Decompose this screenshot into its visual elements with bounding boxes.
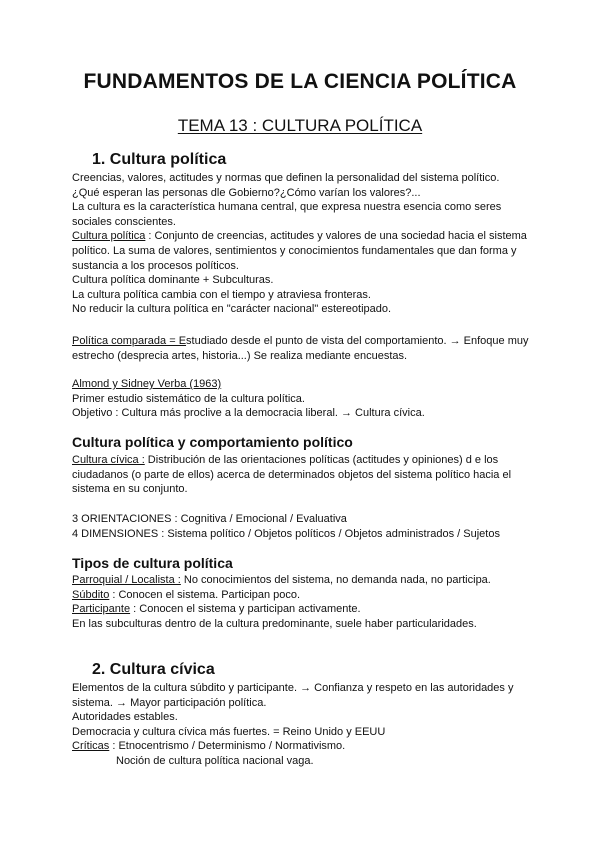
orientaciones-line: 3 ORIENTACIONES : Cognitiva / Emocional / Evaluativa (72, 513, 347, 525)
document-title: FUNDAMENTOS DE LA CIENCIA POLÍTICA (83, 70, 517, 93)
list-item (72, 588, 532, 603)
paragraph: Autoridades estables. (72, 711, 178, 724)
section-heading-tipos: Tipos de cultura política (72, 555, 233, 571)
paragraph: No reducir la cultura política en "carácter nacional" estereotipado. (72, 303, 392, 316)
definition-term: Parroquial / Localista : (72, 574, 181, 586)
politica-comparada-note (72, 334, 532, 363)
definition-text: : Conocen el sistema y participan activamente. (130, 603, 361, 616)
orientaciones-dimensiones (72, 512, 532, 541)
definition-text: Distribución de las orientaciones políticas (actitudes y opiniones) d e los ciudadanos (o parte de ellos) acerca de determinados objetos del sistema político hacia el sistema en su conjunto. (72, 454, 512, 496)
definition-term: Participante (72, 603, 131, 616)
paragraph: Cultura política dominante + Subculturas. (72, 274, 274, 287)
section-body-cultura-civica (72, 681, 532, 769)
definition-text: No conocimientos del sistema, no demanda nada, no participa. (180, 574, 491, 586)
definition-text: studiado desde el punto de vista del comportamiento. → Enfoque muy estrecho (desprecia artes, historia...) Se realiza mediante encuestas. (72, 335, 529, 362)
dimensiones-line: 4 DIMENSIONES : Sistema político / Objetos políticos / Objetos administrados / Sujetos (72, 527, 500, 540)
section-body-tipos (72, 573, 532, 631)
definition-term: Súbdito (72, 588, 110, 601)
paragraph: La cultura política cambia con el tiempo y atraviesa fronteras. (72, 288, 371, 301)
topic-title: TEMA 13 : CULTURA POLÍTICA (177, 116, 423, 135)
reference-heading: Almond y Sidney Verba (1963) (72, 378, 222, 390)
definition-text: : Conjunto de creencias, actitudes y valores de una sociedad hacia el sistema político. La suma de valores, sentimientos y conocimientos fundamentales que dan forma y sustancia a los procesos políticos. (72, 230, 527, 272)
definition-text: : Etnocentrismo / Determinismo / Normativismo. (109, 740, 346, 753)
paragraph: En las subculturas dentro de la cultura predominante, suele haber particularidades. (72, 617, 477, 630)
paragraph: Creencias, valores, actitudes y normas que definen la personalidad del sistema político. (72, 172, 500, 184)
criticas-line (72, 739, 532, 754)
almond-verba-note (72, 377, 532, 421)
paragraph: Noción de cultura política nacional vaga. (116, 754, 314, 767)
definition-term: Críticas (72, 740, 110, 753)
section-heading-comportamiento: Cultura política y comportamiento político (72, 434, 353, 450)
definition (72, 229, 532, 273)
paragraph: Objetivo : Cultura más proclive a la democracia liberal. → Cultura cívica. (72, 407, 425, 420)
section-body-cultura-politica (72, 171, 532, 317)
paragraph: ¿Qué esperan las personas dle Gobierno?¿Cómo varían los valores?... (72, 186, 421, 199)
definition-term: Cultura cívica : (72, 454, 145, 466)
paragraph: Democracia y cultura cívica más fuertes. = Reino Unido y EEUU (72, 725, 386, 738)
list-item (72, 573, 532, 588)
list-item (72, 602, 532, 617)
section-heading-cultura-civica: 2. Cultura cívica (92, 661, 215, 678)
paragraph: Primer estudio sistemático de la cultura política. (72, 392, 305, 405)
section-heading-cultura-politica: 1. Cultura política (92, 151, 227, 168)
definition-text: : Conocen el sistema. Participan poco. (109, 588, 301, 601)
definition-term: Política comparada = E (72, 335, 187, 347)
paragraph: Elementos de la cultura súbdito y participante. → Confianza y respeto en las autoridades y sistema. → Mayor participación política. (72, 682, 514, 709)
definition-term: Cultura política (72, 230, 146, 243)
paragraph: La cultura es la característica humana central, que expresa nuestra esencia como seres sociales conscientes. (72, 201, 502, 228)
section-body-comportamiento (72, 453, 532, 497)
